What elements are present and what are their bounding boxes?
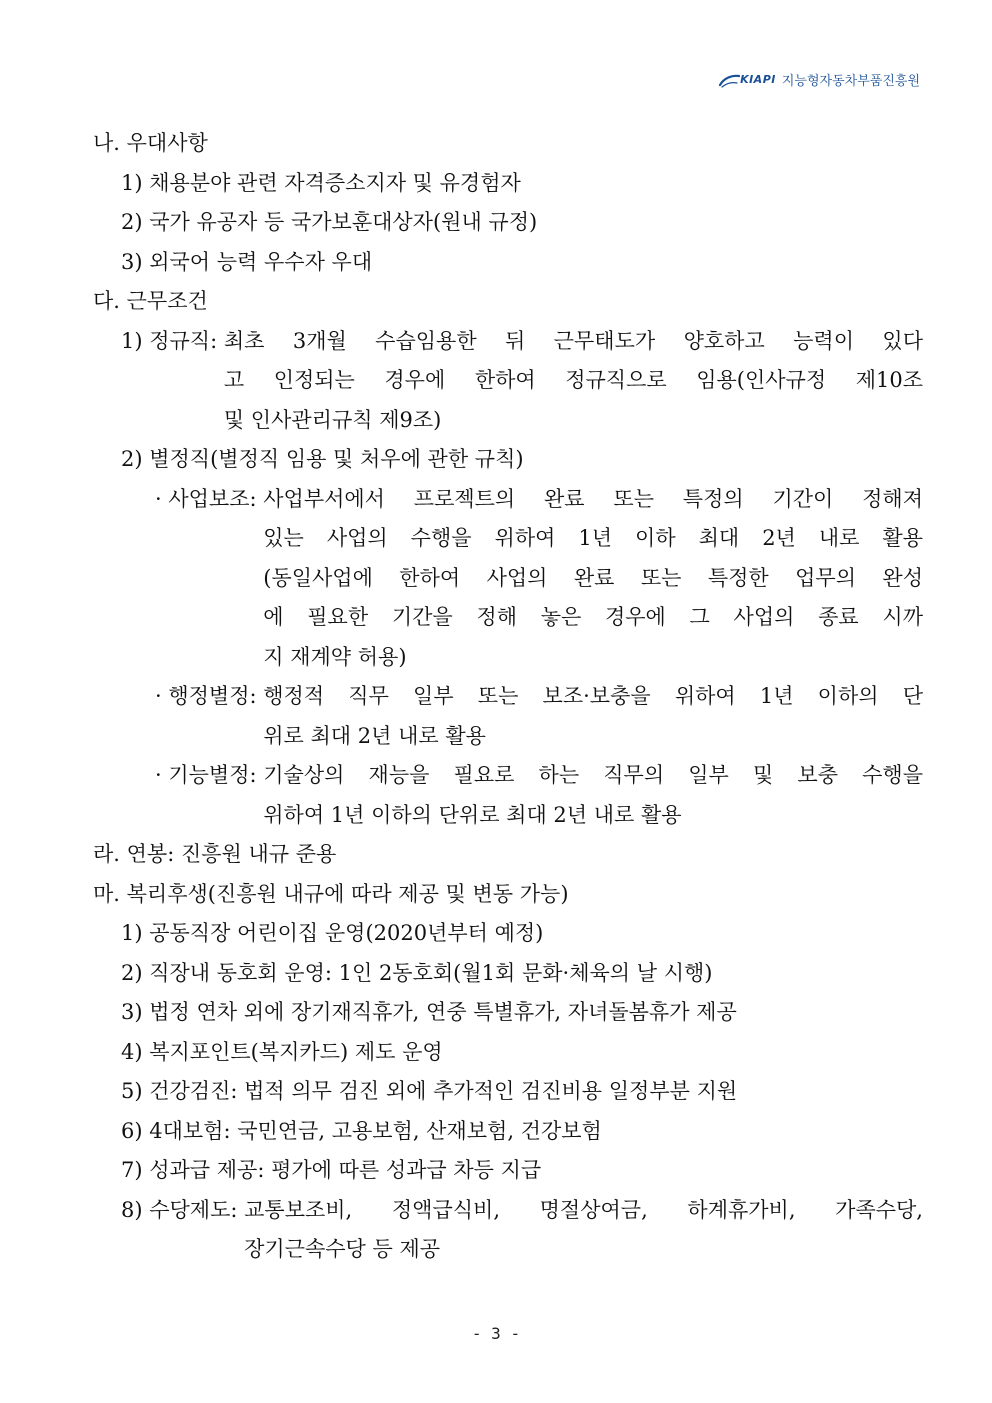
regular-employee-line-2: 고 인정되는 경우에 한하여 정규직으로 임용(인사규정 제10조 xyxy=(223,368,923,392)
allowance-line-2: 장기근속수당 등 제공 xyxy=(244,1237,441,1261)
admin-special-line-1: 행정적 직무 일부 또는 보조·보충을 위하여 1년 이하의 단 xyxy=(263,684,923,708)
business-support-line-1: 사업부서에서 프로젝트의 완료 또는 특정의 기간이 정해져 xyxy=(263,486,923,511)
admin-special-line-2: 위로 최대 2년 내로 활용 xyxy=(263,723,486,748)
business-support-block xyxy=(155,480,923,678)
preference-item-1: 1) 채용분야 관련 자격증소지자 및 유경험자 xyxy=(121,170,521,195)
regular-employee-line-3: 및 인사관리규칙 제9조) xyxy=(223,407,442,432)
allowance-block xyxy=(121,1191,923,1270)
benefit-item-1: 1) 공동직장 어린이집 운영(2020년부터 예정) xyxy=(121,921,544,945)
preference-item-2: 2) 국가 유공자 등 국가보훈대상자(원내 규정) xyxy=(121,210,538,234)
organization-name: 지능형자동차부품진흥원 xyxy=(781,74,920,89)
page-number: - 3 - xyxy=(471,1324,521,1343)
tech-special-block xyxy=(155,756,923,835)
allowance-label: 8) 수당제도: xyxy=(121,1197,245,1222)
benefit-item-2: 2) 직장내 동호회 운영: 1인 2동호회(월1회 문화·체육의 날 시행) xyxy=(121,960,713,985)
admin-special-block xyxy=(155,677,923,756)
regular-employee-line-1: 최초 3개월 수습임용한 뒤 근무태도가 양호하고 능력이 있다 xyxy=(223,328,923,353)
business-support-line-4: 에 필요한 기간을 정해 놓은 경우에 그 사업의 종료 시까 xyxy=(263,605,923,629)
regular-employee-block xyxy=(121,322,923,441)
document-body xyxy=(93,124,923,1270)
allowance-line-1: 교통보조비, 정액급식비, 명절상여금, 하계휴가비, 가족수당, xyxy=(244,1197,923,1222)
section-title-salary: 라. 연봉: 진흥원 내규 준용 xyxy=(93,842,337,866)
regular-employee-label: 1) 정규직: xyxy=(121,328,224,353)
benefit-item-4: 4) 복지포인트(복지카드) 제도 운영 xyxy=(121,1039,443,1064)
benefit-item-3: 3) 법정 연차 외에 장기재직휴가, 연중 특별휴가, 자녀돌봄휴가 제공 xyxy=(121,1000,737,1024)
page-header xyxy=(718,70,920,89)
section-title-preference: 나. 우대사항 xyxy=(93,131,208,155)
admin-special-label: · 행정별정: xyxy=(155,684,264,708)
business-support-line-5: 지 재계약 허용) xyxy=(263,644,407,669)
section-title-work-conditions: 다. 근무조건 xyxy=(93,289,208,313)
benefit-item-7: 7) 성과급 제공: 평가에 따른 성과급 차등 지급 xyxy=(121,1158,542,1182)
benefit-item-5: 5) 건강검진: 법적 의무 검진 외에 추가적인 검진비용 일정부분 지원 xyxy=(121,1079,738,1103)
preference-item-3: 3) 외국어 능력 우수자 우대 xyxy=(121,249,373,274)
business-support-label: · 사업보조: xyxy=(155,486,264,511)
tech-special-line-2: 위하여 1년 이하의 단위로 최대 2년 내로 활용 xyxy=(263,802,682,827)
tech-special-label: · 기능별정: xyxy=(155,763,264,787)
business-support-line-2: 있는 사업의 수행을 위하여 1년 이하 최대 2년 내로 활용 xyxy=(263,526,923,550)
special-employee-title: 2) 별정직(별정직 임용 및 처우에 관한 규칙) xyxy=(121,447,524,471)
kiapi-logo xyxy=(718,72,776,88)
logo-text: KIAPI xyxy=(740,73,776,86)
kiapi-swoosh-icon xyxy=(718,72,740,88)
section-title-benefits: 마. 복리후생(진흥원 내규에 따라 제공 및 변동 가능) xyxy=(93,881,569,906)
benefit-item-6: 6) 4대보험: 국민연금, 고용보험, 산재보험, 건강보험 xyxy=(121,1118,602,1143)
business-support-line-3: (동일사업에 한하여 사업의 완료 또는 특정한 업무의 완성 xyxy=(263,565,923,590)
tech-special-line-1: 기술상의 재능을 필요로 하는 직무의 일부 및 보충 수행을 xyxy=(263,763,923,787)
